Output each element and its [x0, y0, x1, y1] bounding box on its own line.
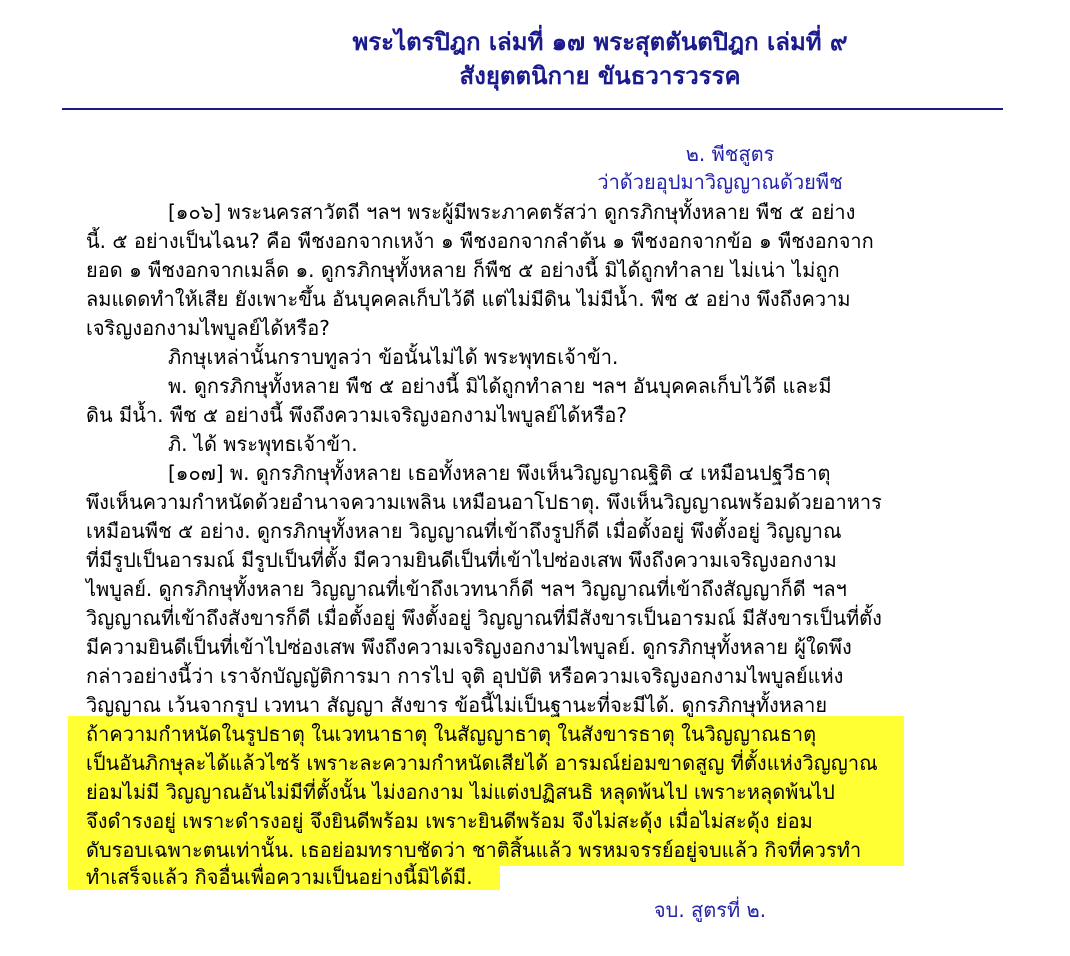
text-line: [๑๐๖] พระนครสาวัตถี ฯลฯ พระผู้มีพระภาคตรัสว่า ดูกรภิกษุทั้งหลาย พืช ๕ อย่าง — [168, 200, 856, 224]
text-line: ถ้าความกำหนัดในรูปธาตุ ในเวทนาธาตุ ในสัญญาธาตุ ในสังขารธาตุ ในวิญญาณธาตุ — [86, 722, 817, 746]
text-line: ไพบูลย์. ดูกรภิกษุทั้งหลาย วิญญาณที่เข้าถึงเวทนาก็ดี ฯลฯ วิญญาณที่เข้าถึงสัญญาก็ดี ฯลฯ — [86, 577, 847, 601]
text-line: ยอด ๑ พืชงอกจากเมล็ด ๑. ดูกรภิกษุทั้งหลาย ก็พืช ๕ อย่างนี้ มิได้ถูกทำลาย ไม่เน่า ไม่ถูก — [86, 258, 840, 282]
text-line: ดับรอบเฉพาะตนเท่านั้น. เธอย่อมทราบชัดว่า ชาติสิ้นแล้ว พรหมจรรย์อยู่จบแล้ว กิจที่ควรทำ — [86, 838, 862, 862]
text-line: กล่าวอย่างนี้ว่า เราจักบัญญัติการมา การไป จุติ อุปบัติ หรือความเจริญงอกงามไพบูลย์แห่ง — [86, 664, 844, 688]
text-line: เจริญงอกงามไพบูลย์ได้หรือ? — [86, 316, 330, 340]
header-line-1: พระไตรปิฎก เล่มที่ ๑๗ พระสุตตันตปิฎก เล่มที่ ๙ — [352, 28, 848, 56]
sutta-end: จบ. สูตรที่ ๒. — [653, 898, 767, 922]
text-line: ภิ. ได้ พระพุทธเจ้าข้า. — [168, 432, 358, 456]
text-line: วิญญาณ เว้นจากรูป เวทนา สัญญา สังขาร ข้อนี้ไม่เป็นฐานะที่จะมีได้. ดูกรภิกษุทั้งหลาย — [86, 693, 828, 717]
sutta-subtitle: ว่าด้วยอุปมาวิญญาณด้วยพืช — [597, 170, 843, 194]
text-line: พึงเห็นความกำหนัดด้วยอำนาจความเพลิน เหมือนอาโปธาตุ. พึงเห็นวิญญาณพร้อมด้วยอาหาร — [86, 490, 882, 514]
text-line: นี้. ๕ อย่างเป็นไฉน? คือ พืชงอกจากเหง้า ๑ พืชงอกจากลำต้น ๑ พืชงอกจากข้อ ๑ พืชงอกจาก — [86, 229, 874, 253]
text-line: มีความยินดีเป็นที่เข้าไปซ่องเสพ พึงถึงความเจริญงอกงามไพบูลย์. ดูกรภิกษุทั้งหลาย ผู้ใดพึง — [86, 635, 852, 659]
text-line: [๑๐๗] พ. ดูกรภิกษุทั้งหลาย เธอทั้งหลาย พึงเห็นวิญญาณฐิติ ๔ เหมือนปฐวีธาตุ — [168, 461, 831, 485]
text-line: ที่มีรูปเป็นอารมณ์ มีรูปเป็นที่ตั้ง มีความยินดีเป็นที่เข้าไปซ่องเสพ พึงถึงความเจริญงอกงาม — [86, 548, 837, 572]
text-line: ย่อมไม่มี วิญญาณอันไม่มีที่ตั้งนั้น ไม่งอกงาม ไม่แต่งปฏิสนธิ หลุดพ้นไป เพราะหลุดพ้นไป — [86, 780, 835, 804]
sutta-title: ๒. พีชสูตร — [685, 142, 775, 166]
header-line-2: สังยุตตนิกาย ขันธวารวรรค — [459, 62, 741, 90]
text-line: ทำเสร็จแล้ว กิจอื่นเพื่อความเป็นอย่างนี้มิได้มี. — [86, 865, 473, 889]
text-line: เป็นอันภิกษุละได้แล้วไซร้ เพราะละความกำหนัดเสียได้ อารมณ์ย่อมขาดสูญ ที่ตั้งแห่งวิญญาณ — [86, 751, 878, 775]
header-divider — [62, 108, 1003, 110]
text-line: พ. ดูกรภิกษุทั้งหลาย พืช ๕ อย่างนี้ มิได้ถูกทำลาย ฯลฯ อันบุคคลเก็บไว้ดี และมี — [168, 374, 832, 398]
text-line: ลมแดดทำให้เสีย ยังเพาะขึ้น อันบุคคลเก็บไว้ดี แต่ไม่มีดิน ไม่มีน้ำ. พืช ๕ อย่าง พึงถึงความ — [86, 287, 851, 311]
text-line: ภิกษุเหล่านั้นกราบทูลว่า ข้อนั้นไม่ได้ พระพุทธเจ้าข้า. — [168, 345, 619, 369]
text-line: ดิน มีน้ำ. พืช ๕ อย่างนี้ พึงถึงความเจริญงอกงามไพบูลย์ได้หรือ? — [86, 403, 627, 427]
text-line: เหมือนพืช ๕ อย่าง. ดูกรภิกษุทั้งหลาย วิญญาณที่เข้าถึงรูปก็ดี เมื่อตั้งอยู่ พึงตั้งอยู่ วิญญาณ — [86, 519, 842, 543]
text-line: จึงดำรงอยู่ เพราะดำรงอยู่ จึงยินดีพร้อม เพราะยินดีพร้อม จึงไม่สะดุ้ง เมื่อไม่สะดุ้ง ย่อม — [86, 809, 813, 833]
text-line: วิญญาณที่เข้าถึงสังขารก็ดี เมื่อตั้งอยู่ พึงตั้งอยู่ วิญญาณที่มีสังขารเป็นอารมณ์ มีสังขารเป็นที่ตั้ง — [86, 606, 882, 630]
